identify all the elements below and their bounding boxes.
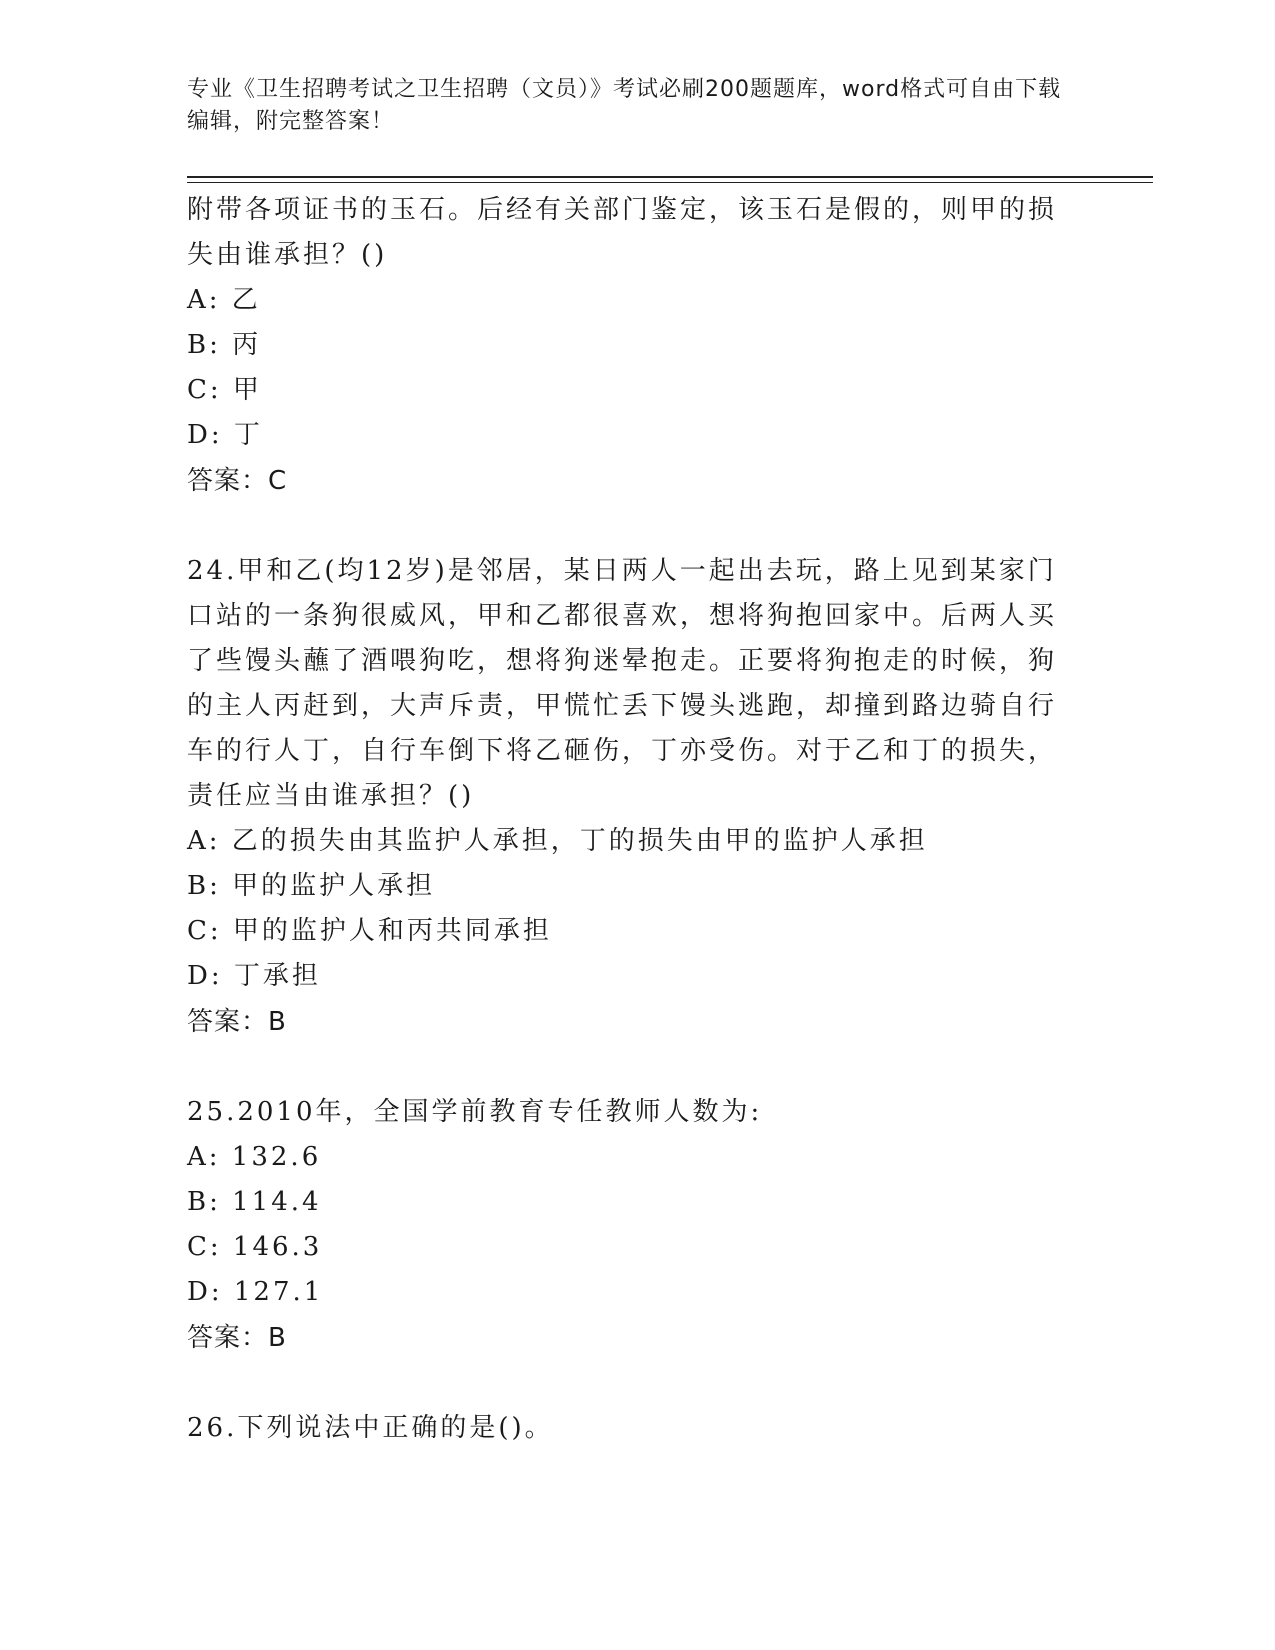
document-header: 专业《卫生招聘考试之卫生招聘（文员）》考试必刷200题题库，word格式可自由下载编辑，附完整答案！: [187, 77, 1062, 134]
header-divider-thick: [187, 176, 1153, 178]
question-26: [187, 1406, 1067, 1451]
question-23-answer: 答案：C: [187, 466, 288, 496]
question-25-answer: 答案：B: [187, 1323, 287, 1353]
question-25: [187, 1090, 1067, 1361]
question-23-option-d: D: 丁: [187, 420, 263, 450]
spacer: [187, 1361, 1067, 1406]
question-24-answer: 答案：B: [187, 1007, 287, 1037]
question-23-option-c: C: 甲: [187, 375, 262, 405]
header-divider-thin: [187, 182, 1153, 183]
spacer: [187, 1045, 1067, 1090]
question-24: [187, 549, 1067, 1045]
question-25-stem: 25.2010年，全国学前教育专任教师人数为:: [187, 1097, 763, 1127]
question-25-option-d: D: 127.1: [187, 1277, 324, 1307]
question-23: [187, 188, 1067, 504]
question-25-option-a: A: 132.6: [187, 1142, 322, 1172]
question-23-stem: 附带各项证书的玉石。后经有关部门鉴定，该玉石是假的，则甲的损失由谁承担？(): [187, 195, 1058, 270]
question-26-stem: 26.下列说法中正确的是()。: [187, 1413, 554, 1443]
question-23-option-a: A: 乙: [187, 285, 261, 315]
question-24-option-a: A: 乙的损失由其监护人承担，丁的损失由甲的监护人承担: [187, 826, 928, 856]
question-24-option-b: B: 甲的监护人承担: [187, 871, 436, 901]
document-body: [187, 188, 1067, 1451]
question-24-stem: 24.甲和乙(均12岁)是邻居，某日两人一起出去玩，路上见到某家门口站的一条狗很威风，甲和乙都很喜欢，想将狗抱回家中。后两人买了些馒头蘸了酒喂狗吃，想将狗迷晕抱走。正要将狗抱走的时候，狗的主人丙赶到，大声斥责，甲慌忙丢下馒头逃跑，却撞到路边骑自行车的行人丁，自行车倒下将乙砸伤，丁亦受伤。对于乙和丁的损失，责任应当由谁承担？(): [187, 556, 1058, 811]
question-23-option-b: B: 丙: [187, 330, 262, 360]
question-24-option-d: D: 丁承担: [187, 961, 321, 991]
question-24-option-c: C: 甲的监护人和丙共同承担: [187, 916, 552, 946]
question-25-option-b: B: 114.4: [187, 1187, 322, 1217]
question-25-option-c: C: 146.3: [187, 1232, 323, 1262]
spacer: [187, 504, 1067, 549]
